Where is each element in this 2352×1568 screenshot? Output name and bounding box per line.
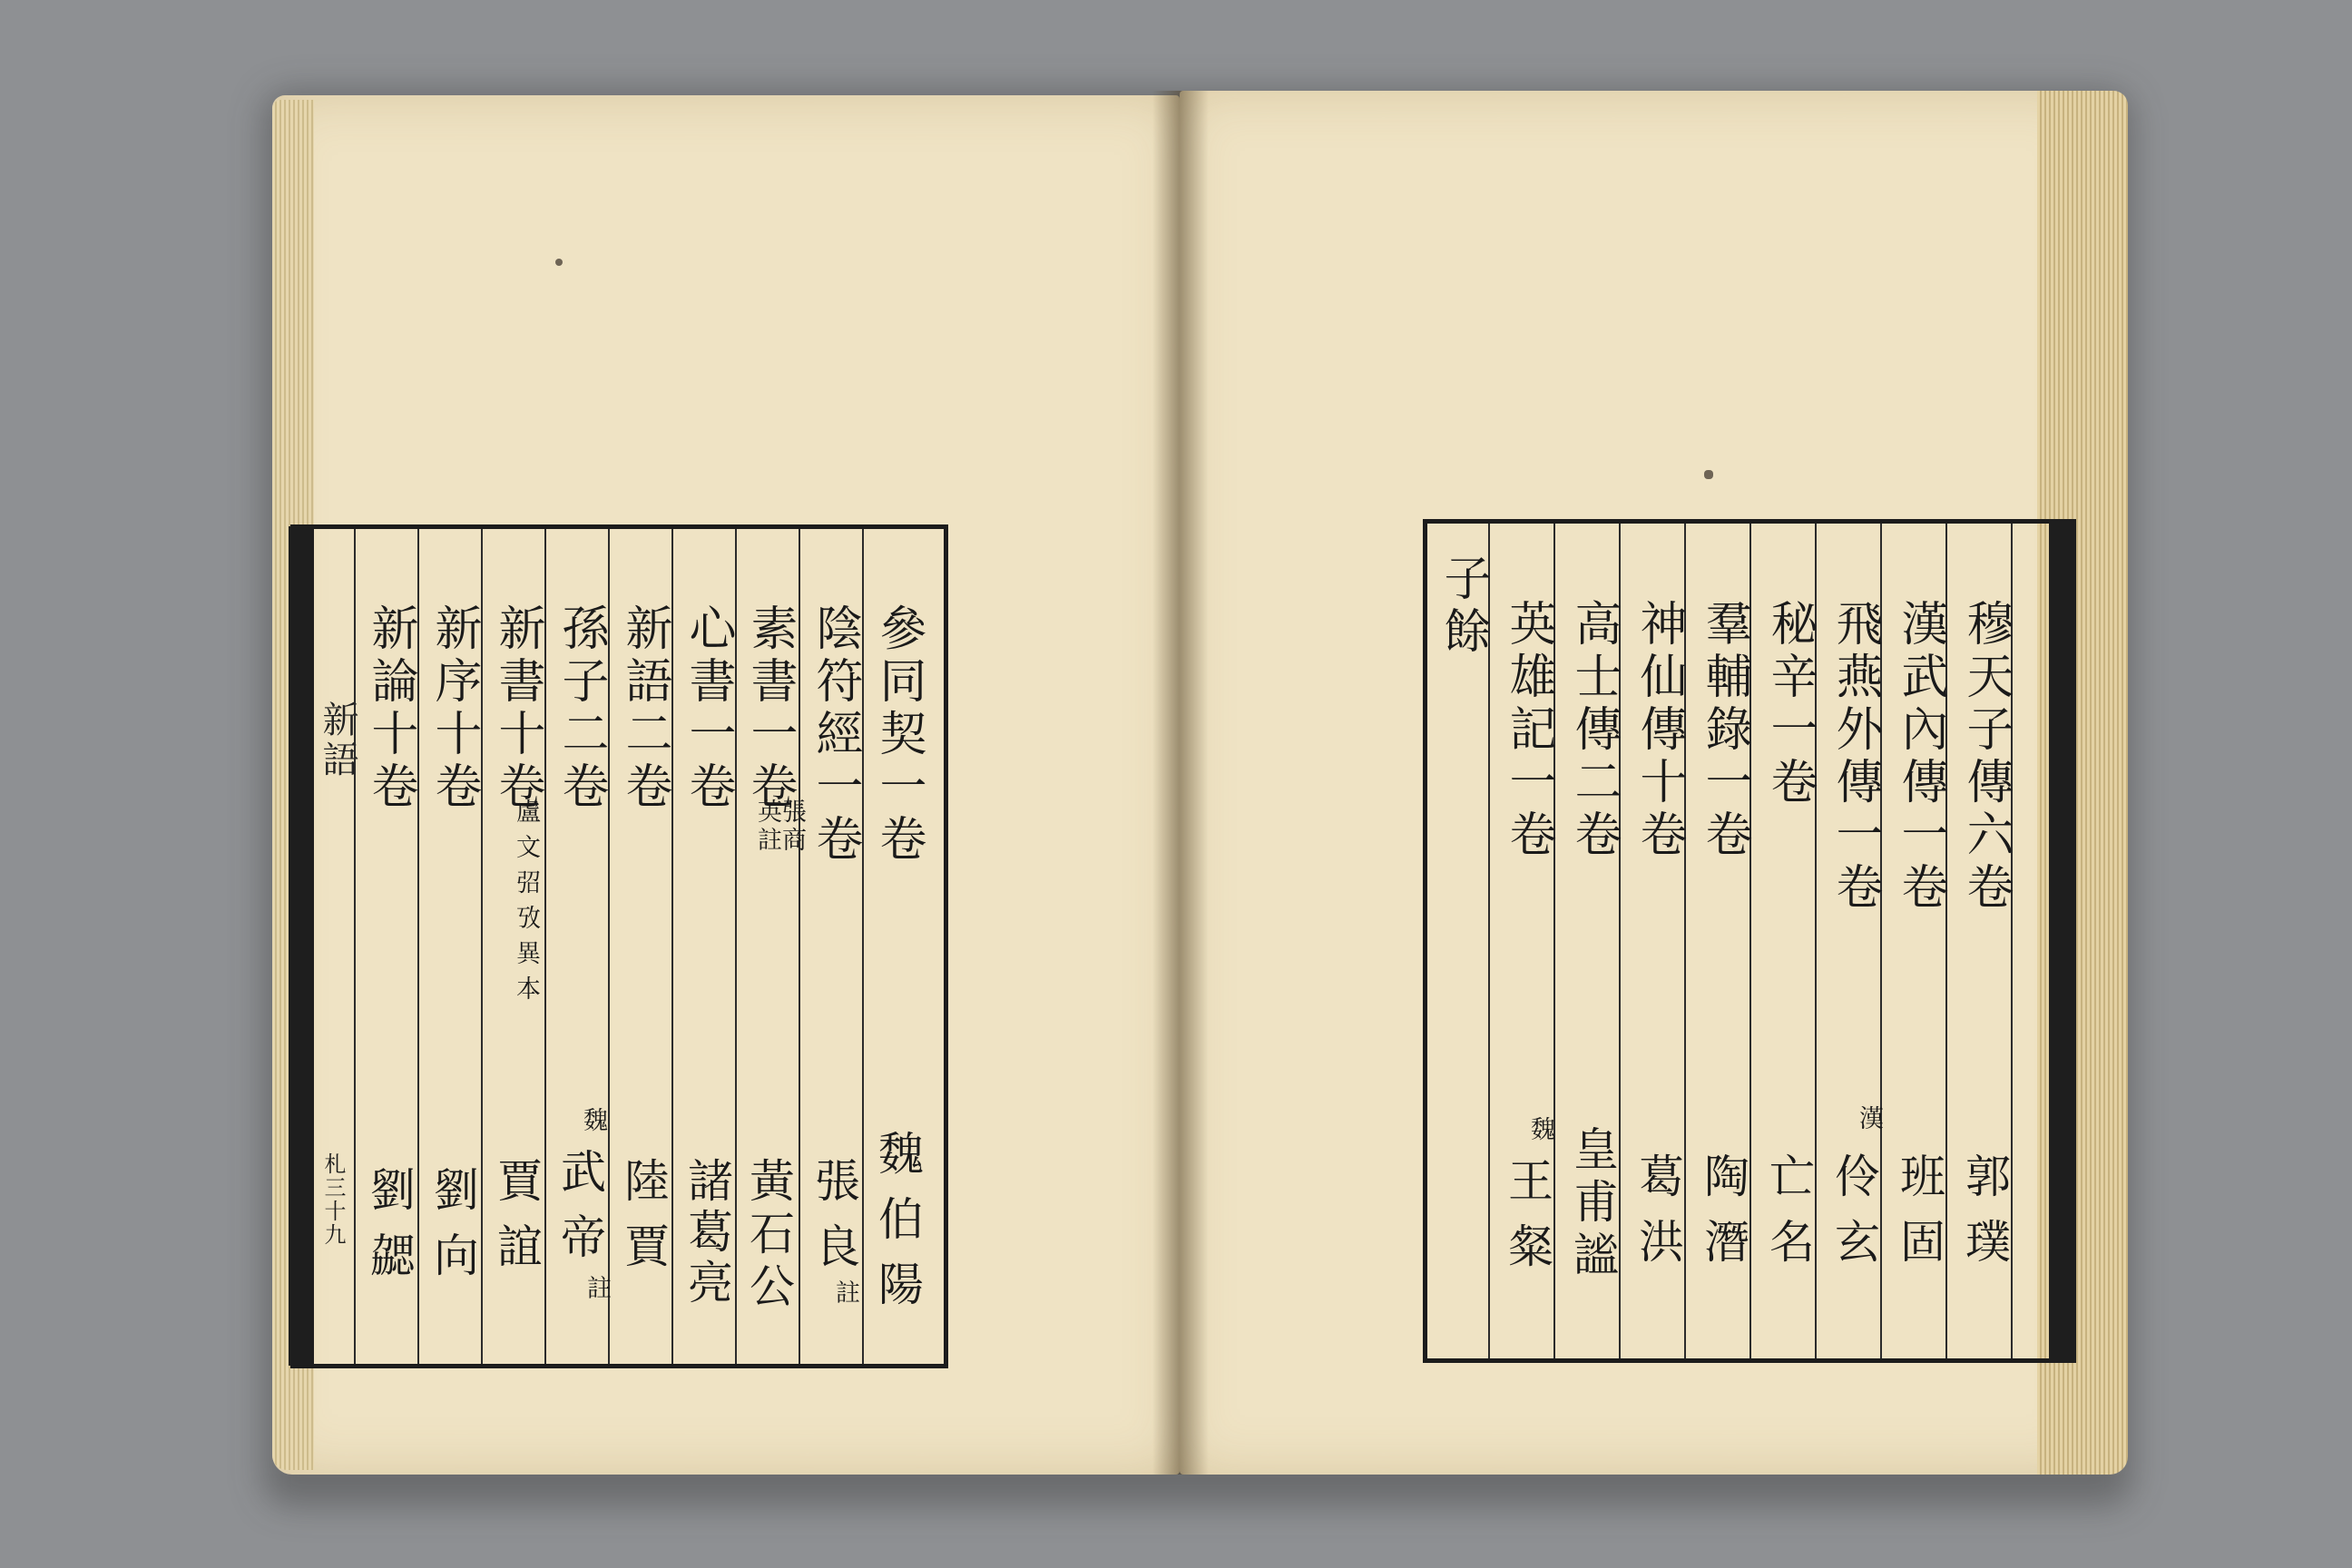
entry-title: 新序十卷	[426, 603, 481, 814]
entry-author: 亡名	[1762, 1152, 1815, 1283]
entry-note: 註	[583, 1275, 611, 1303]
entry-author: 劉勰	[363, 1166, 416, 1297]
entry-note: 註	[831, 1279, 859, 1308]
book-gutter	[1152, 91, 1209, 1475]
entry-title: 高士傳二卷	[1566, 599, 1621, 862]
entry-author: 黃石公	[742, 1157, 795, 1315]
fold-page-number: 札三十九	[320, 1152, 346, 1247]
entry-title: 羣輔錄一卷	[1697, 599, 1751, 862]
entry-author-prefix: 漢	[1855, 1105, 1883, 1133]
entry-author: 班固	[1893, 1152, 1945, 1283]
entry-author: 皇甫謐	[1566, 1125, 1619, 1283]
entry-title: 孫子二卷	[554, 603, 608, 814]
entry-title: 新書十卷	[490, 603, 544, 814]
entry-author-prefix: 魏	[579, 1107, 607, 1135]
paper-speck	[555, 259, 563, 266]
entry-author: 郭璞	[1958, 1152, 2011, 1283]
entry-title-note: 張商英註	[753, 799, 806, 855]
entry-title: 飛燕外傳一卷	[1828, 599, 1882, 915]
entry-author: 賈誼	[490, 1157, 543, 1288]
column-rule	[2011, 524, 2074, 1358]
entry-title: 新論十卷	[363, 603, 417, 814]
entry-author: 諸葛亮	[681, 1157, 733, 1309]
entry-title: 參同契一卷	[871, 603, 926, 867]
entry-author: 武帝	[554, 1148, 606, 1279]
entry-title: 子餘	[1436, 554, 1490, 659]
paper-speck	[1704, 470, 1713, 479]
entry-author: 陸賈	[617, 1157, 670, 1288]
fold-label: 新語	[317, 701, 358, 780]
entry-author-prefix: 魏	[1526, 1116, 1554, 1144]
entry-title: 新語二卷	[617, 603, 671, 814]
entry-author: 陶潛	[1697, 1152, 1749, 1283]
entry-title-note: 盧文弨攷異本	[512, 799, 540, 1011]
entry-title: 英雄記一卷	[1501, 599, 1555, 862]
entry-author: 魏伯陽	[871, 1130, 924, 1326]
entry-author: 劉向	[426, 1166, 479, 1297]
entry-author: 王粲	[1501, 1157, 1553, 1288]
entry-title: 漢武內傳一卷	[1893, 599, 1947, 915]
left-fold-strip	[289, 526, 314, 1366]
entry-title: 秘辛一卷	[1762, 599, 1817, 809]
entry-author: 張良	[808, 1157, 860, 1288]
entry-author: 葛洪	[1632, 1152, 1684, 1283]
entry-title: 心書一卷	[681, 603, 735, 814]
entry-author: 伶玄	[1828, 1152, 1880, 1283]
entry-title: 素書一卷	[742, 603, 797, 814]
entry-title: 神仙傳十卷	[1632, 599, 1686, 862]
entry-title: 陰符經一卷	[808, 603, 862, 867]
entry-title: 穆天子傳六卷	[1958, 599, 2013, 915]
